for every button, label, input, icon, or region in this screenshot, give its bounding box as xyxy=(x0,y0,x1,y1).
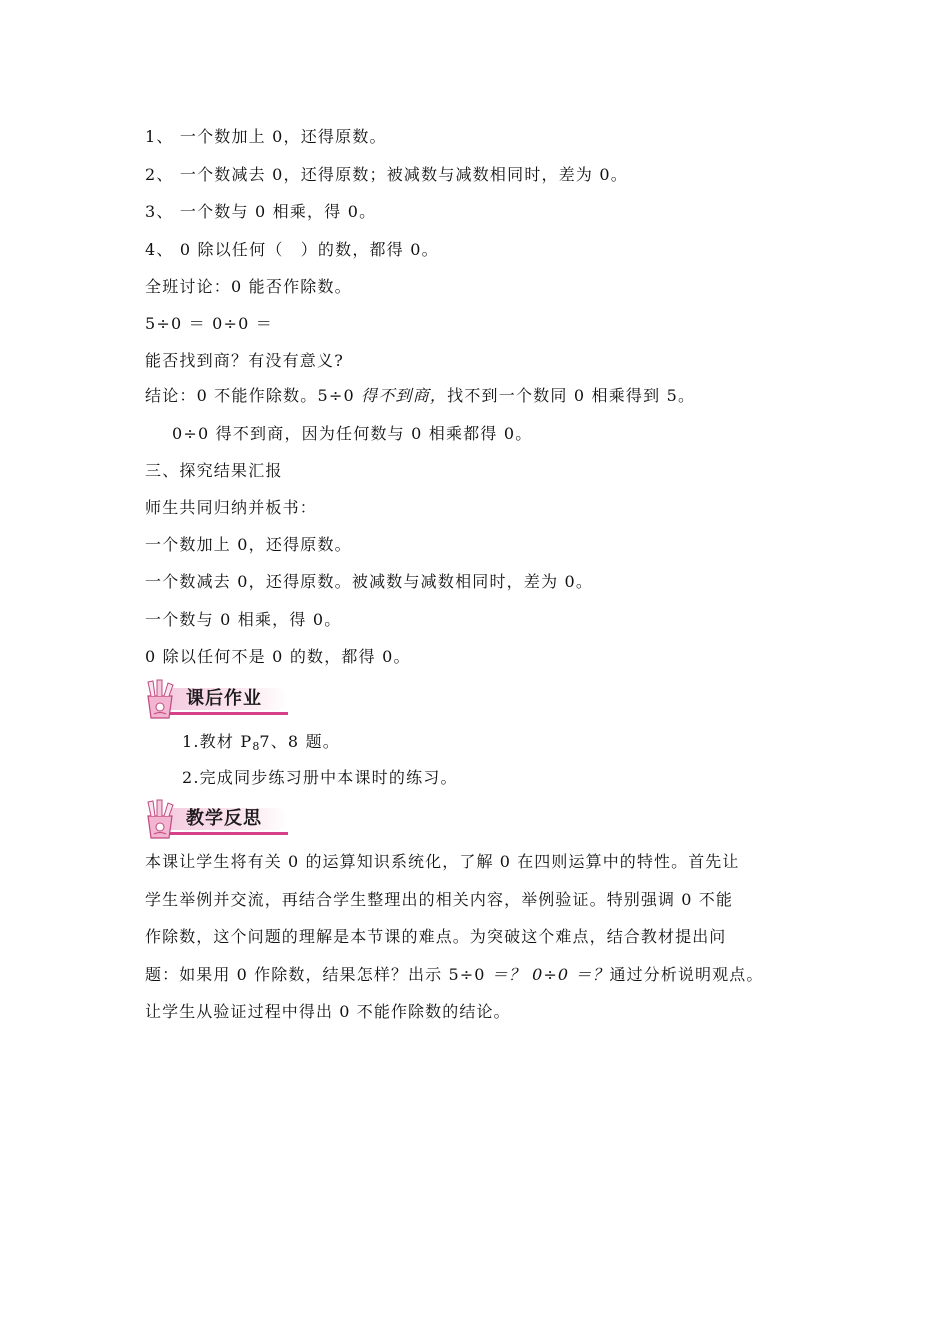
homework-item-1 xyxy=(182,731,340,758)
header-underline xyxy=(170,832,288,835)
reflection-line-2: 学生举例并交流，再结合学生整理出的相关内容，举例验证。特别强调 0 不能 xyxy=(145,889,733,909)
reflection-line-5: 让学生从验证过程中得出 0 不能作除数的结论。 xyxy=(145,1002,511,1021)
homework-item-1-tail: 7、8 题。 xyxy=(259,732,340,751)
conclusion-line-2: 0÷0 得不到商，因为任何数与 0 相乘都得 0。 xyxy=(172,424,533,443)
rule-divide: 4、 0 除以任何（ ）的数，都得 0。 xyxy=(145,240,439,259)
homework-header xyxy=(142,678,292,720)
pencil-cup-icon xyxy=(142,798,186,840)
conclusion-line xyxy=(145,385,695,407)
reflection-paragraph xyxy=(145,843,805,1031)
reflection-line-4-italic: ＝？ 0÷0 ＝？ xyxy=(491,964,610,984)
equation-line: 5÷0 ＝ 0÷0 ＝ xyxy=(145,314,273,333)
homework-item-1-subscript: 8 xyxy=(252,740,260,753)
pencil-cup-icon xyxy=(142,678,186,720)
summary-intro: 师生共同归纳并板书： xyxy=(145,498,318,517)
conclusion-text-c: 找不到一个数同 0 相乘得到 5。 xyxy=(447,386,696,405)
conclusion-text-italic: 得不到商， xyxy=(361,386,448,405)
rule-multiply: 3、 一个数与 0 相乘，得 0。 xyxy=(145,202,377,221)
summary-divide: 0 除以任何不是 0 的数，都得 0。 xyxy=(145,647,411,666)
homework-item-1-text: 1.教材 P xyxy=(182,732,253,751)
reflection-line-4-a: 题：如果用 0 作除数，结果怎样？出示 5÷0 xyxy=(145,964,492,984)
summary-multiply: 一个数与 0 相乘，得 0。 xyxy=(145,610,342,629)
reflection-line-1: 本课让学生将有关 0 的运算知识系统化，了解 0 在四则运算中的特性。首先让 xyxy=(145,852,740,871)
reflection-line-4 xyxy=(145,956,805,994)
reflection-line-4-c: 通过分析说明观点。 xyxy=(609,964,764,984)
rule-subtract: 2、 一个数减去 0，还得原数；被减数与减数相同时，差为 0。 xyxy=(145,165,628,184)
homework-item-2: 2.完成同步练习册中本课时的练习。 xyxy=(182,768,458,787)
question-line: 能否找到商？有没有意义? xyxy=(145,351,344,370)
header-underline xyxy=(170,712,288,715)
discussion-heading: 全班讨论：0 能否作除数。 xyxy=(145,277,352,296)
reflection-title: 教学反思 xyxy=(186,808,262,829)
summary-add: 一个数加上 0，还得原数。 xyxy=(145,535,352,554)
conclusion-text-a: 结论：0 不能作除数。5÷0 xyxy=(145,386,362,405)
reflection-line-3: 作除数，这个问题的理解是本节课的难点。为突破这个难点，结合教材提出问 xyxy=(145,927,727,946)
homework-title: 课后作业 xyxy=(186,688,262,709)
section-three-heading: 三、探究结果汇报 xyxy=(145,461,283,480)
summary-subtract: 一个数减去 0，还得原数。被减数与减数相同时，差为 0。 xyxy=(145,572,594,591)
reflection-header xyxy=(142,798,292,840)
rule-add: 1、 一个数加上 0，还得原数。 xyxy=(145,127,387,146)
